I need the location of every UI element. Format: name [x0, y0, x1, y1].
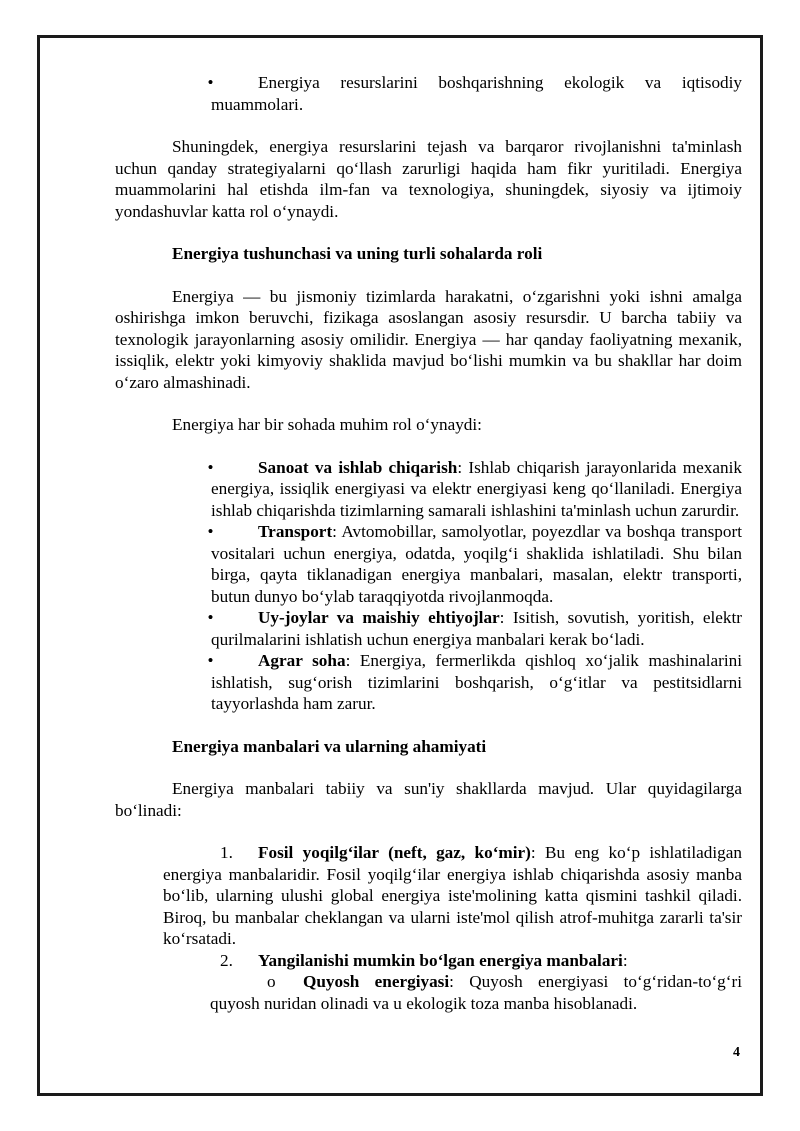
item-title: Yangilanishi mumkin bo‘lgan energiya manbalari — [258, 950, 623, 970]
bullet-icon: • — [207, 608, 214, 627]
bullet-text: : Avtomobillar, samolyotlar, poyezdlar va boshqa transport vositalari uchun energiya, odatda, yoqilg‘i shaklida ishlatiladi. Shu bilan birga, qayta tiklanadigan energiya manbalari, masalan, elektr transporti, butun dunyo bo‘ylab taraqqiyotda rivojlanmoqda. — [211, 522, 742, 606]
item-number: 2. — [220, 950, 233, 970]
item-text: : — [622, 950, 628, 970]
bullet-text: : Isitish, sovutish, yoritish, elektr qurilmalarini ishlatish uchun energiya manbalari kerak bo‘ladi. — [211, 608, 742, 649]
bullet-title: Agrar soha — [258, 651, 346, 670]
item-text: : Bu eng ko‘p ishlatiladigan energiya manbalaridir. Fosil yoqilg‘ilar energiya ishlab chiqarishda asosiy manba bo‘lib, ularning ulushi global energiya iste'molining katta qismini tashkil qiladi. Biroq, bu manbalar cheklangan va ularni iste'mol qilish atrof-muhitga zararli ta'sir ko‘rsatadi. — [163, 843, 742, 948]
sub-item — [210, 971, 742, 1014]
sub-item-title: Quyosh energiyasi — [303, 972, 450, 991]
bullet-item — [163, 521, 742, 607]
numbered-item — [163, 950, 742, 972]
bullet-icon: • — [207, 651, 214, 670]
circle-bullet-icon: o — [267, 972, 276, 991]
bullet-item — [163, 457, 742, 522]
bullet-icon: • — [207, 457, 214, 477]
paragraph: Shuningdek, energiya resurslarini tejash va barqaror rivojlanishni ta'minlash uchun qanday strategiyalarni qo‘llash zarurligi haqida ham fikr yuritiladi. Energiya muammolarini hal etishda ilm-fan va texnologiya, shuningdek, siyosiy va ijtimoiy yondashuvlar katta rol o‘ynaydi. — [115, 137, 742, 221]
bullet-text: : Ishlab chiqarish jarayonlarida mexanik energiya, issiqlik energiyasi va elektr energiyasi keng qo‘llaniladi. Energiya ishlab chiqarishda tizimlarning samarali ishlashini ta'minlash uchun zarurdir. — [211, 457, 742, 520]
bullet-item — [163, 650, 742, 715]
document-body — [115, 72, 742, 1014]
paragraph: Energiya har bir sohada muhim rol o‘ynaydi: — [172, 415, 482, 434]
section-heading: Energiya manbalari va ularning ahamiyati — [172, 736, 487, 756]
bullet-title: Transport — [258, 522, 333, 541]
paragraph: Energiya manbalari tabiiy va sun'iy shakllarda mavjud. Ular quyidagilarga bo‘linadi: — [115, 779, 742, 820]
bullet-title: Uy-joylar va maishiy ehtiyojlar — [258, 608, 500, 627]
page-number: 4 — [733, 1045, 740, 1060]
sub-item-text: : Quyosh energiyasi to‘g‘ridan-to‘g‘ri quyosh nuridan olinadi va u ekologik toza manba hisoblanadi. — [210, 972, 742, 1013]
bullet-title: Sanoat va ishlab chiqarish — [258, 457, 458, 477]
bullet-item — [163, 72, 742, 115]
item-number: 1. — [220, 843, 233, 862]
paragraph: Energiya — bu jismoniy tizimlarda harakatni, o‘zgarishni yoki ishni amalga oshirishga imkon beruvchi, fizikaga asoslangan asosiy resursdir. U barcha tabiiy va texnologik jarayonlarning asosiy omilidir. Energiya — har qanday faoliyatning mexanik, issiqlik, elektr yoki kimyoviy shaklida mavjud bo‘lishi mumkin va bu shakllar har doim o‘zaro almashinadi. — [115, 286, 742, 392]
numbered-item — [163, 842, 742, 950]
bullet-item — [163, 607, 742, 650]
bullet-icon: • — [207, 73, 214, 92]
bullet-text: : Energiya, fermerlikda qishloq xo‘jalik mashinalarini ishlatish, sug‘orish tizimlarini boshqarish, o‘g‘itlar va pestitsidlarni tayyorlashda ham zarur. — [211, 651, 742, 713]
section-heading: Energiya tushunchasi va uning turli sohalarda roli — [172, 244, 543, 263]
item-title: Fosil yoqilg‘ilar (neft, gaz, ko‘mir) — [258, 843, 531, 862]
bullet-text: Energiya resurslarini boshqarishning ekologik va iqtisodiy muammolari. — [211, 73, 742, 114]
bullet-icon: • — [207, 522, 214, 541]
